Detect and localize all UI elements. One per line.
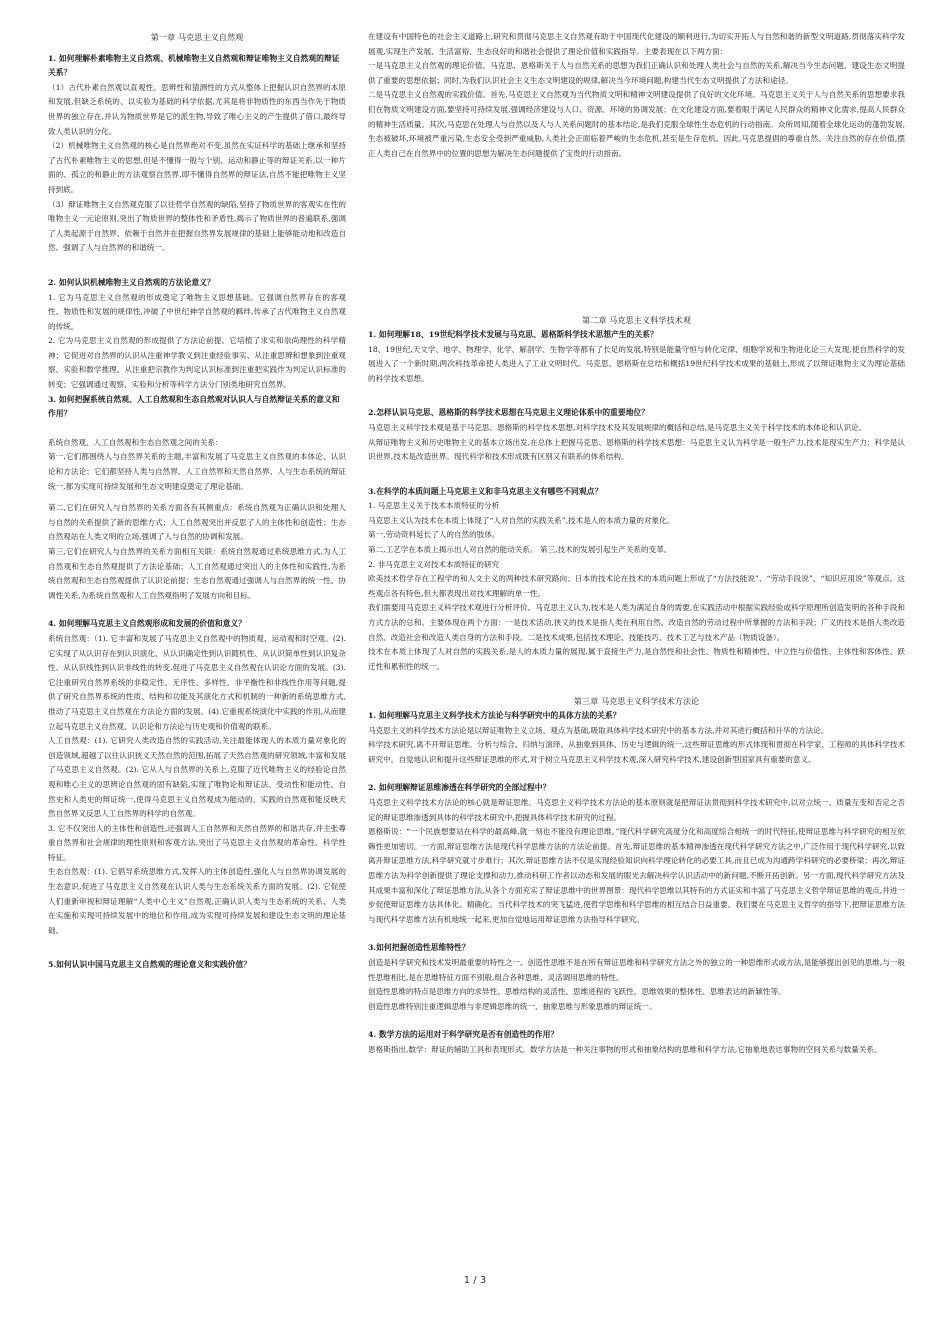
paragraph: 人工自然观：(1). 它研究人类改造自然的实践活动,关注最能体现人的本质力量对象化的创造领域,超越了以往认识狭义天然自然的范围,拓展了天然自然观的研究领域,丰富和发展了马克思主义自然观。(2). 它从人与自然界的关系上,克服了近代唯物主义的经验论自然观和唯心主义的思辨论自然观的固有缺陷,实现了唯物论和辩证法、受动性和能动性、自然史和人类史的辩证统一,使得马克思主义自然观成为能动的、实践的自然观和能反映天然自然界又反思人工自然界的科学的自然观。 — [48, 736, 346, 819]
paragraph: 创造是科学研究和技术发明最重要的特性之一。创造性思维不是在所有辩证思维和科学研究方法之外的独立的一种思维形式或方法,是能够提出创见的思维,与一般性思维相比,是在思维特征方面不别般,组合各种思维、灵活调用思维的特性。 — [368, 957, 905, 982]
paragraph: 1. 马克思主义关于技术本质特征的分析 — [368, 501, 500, 511]
question-3-1: 1. 如何理解马克思主义科学技术方法论与科学研究中的具体方法的关系？ — [368, 711, 621, 720]
paragraph: （2）机械唯物主义自然观的核心是自然界绝对不变,虽然在实证科学的基础上继承和坚持了古代朴素唯物主义的思想,但是不懂得一般与个别、运动和静止等的辩证关系,以一种片面的、孤立的和静止的方法观察自然界,即不懂得自然界的辩证法,自然不能把唯物主义坚持到底。 — [48, 141, 346, 194]
paragraph: 一是马克思主义自然观的理论价值。马克思、恩格斯关于人与自然关系的思想为我们正确认识和处理人类社会与自然的关系,解决当今生态问题、建设生态文明提供了重要的思想依据；同时,为我们认识社会主义生态文明建设的规律,解决当今环境问题,构建当代生态文明提供了方法和途径。 — [368, 61, 905, 85]
paragraph: 2. 非马克思主义对技术本质特征的研究 — [368, 559, 500, 569]
paragraph: 系统自然观、人工自然观和生态自然观之间的关系： — [48, 437, 223, 447]
left-column — [48, 30, 346, 1268]
paragraph: 1. 它为马克思主义自然观的形成奠定了唯物主义思想基础。它强调自然界存在的客观性、物质性和发展的规律性,冲破了中世纪神学自然观的羁绊,传承了古代唯物主义自然观的传统。 — [48, 292, 346, 331]
paragraph: 第二,工艺学在本质上揭示出人对自然的能动关系。 第三,技术的发展引起生产关系的变革。 — [368, 545, 672, 555]
paragraph: 马克思主义科学技术方法论的核心就是辩证思维。马克思主义科学技术方法论的基本原则就是把辩证法贯彻到科学技术研究中,以对立统一、质量互变和否定之否定的辩证思维渗透到具体的科学技术研究中,把握具体科学技术研究的过程。 — [368, 797, 905, 822]
question-2-3: 3.在科学的本质问题上马克思主义和非马克思主义有哪些不同观点？ — [368, 486, 603, 496]
paragraph: 从辩证唯物主义和历史唯物主义的基本立场出发,在总体上把握马克思、恩格斯的科学技术思想：马克思主义认为科学是一般生产力,技术是现实生产力；科学是认识世界,技术是改造世界。现代科学和技术形成既有区别又有联系的体系结构。 — [368, 437, 905, 462]
paragraph: 创造性思维的特点是思维方向的求异性、思维结构的灵活性、思维进程的飞跃性、思维效果的整体性、思维表达的新颖性等。 — [368, 987, 786, 997]
paragraph: 系统自然观：（1). 它丰富和发展了马克思主义自然观中的物质观、运动观和时空观。(2). 它实现了从认识存在到认识演化、从认识确定性到认识随机性、从认识简单性到认识复杂性、从认识线性到认识非线性的转变,促进了马克思主义自然观在认识论方面的发展。(3). 它注重研究自然界系统的非稳定性、无序性、多样性、非平衡性和非线性作用等问题,提供了研究自然界系统的性质、结构和功能及其演化方式和机制的一种新的系统思维方式,推动了马克思主义自然观在方法论方面的发展。(4).它重视系统演化中实践的作用,从而建立起马克思主义自然观、认识论和方法论与历史观和价值观的联系。 — [48, 633, 346, 731]
page-number: 1 / 3 — [463, 1275, 487, 1286]
chapter-2-title: 第二章 马克思主义科学技术观 — [581, 315, 692, 326]
chapter-3-title: 第三章 马克思主义科学技术方法论 — [573, 696, 700, 707]
paragraph: 第一,它们都围绕人与自然界关系的主题,丰富和发展了马克思主义自然观的本体论、认识论和方法论；它们都坚持人类与自然界、人工自然界和天然自然界、人与生态系统的辩证统一,都为实现可持续发展和生态文明建设奠定了理论基础。 — [48, 452, 346, 491]
paragraph: 科学技术研究,离不开辩证思维。分析与综合、归纳与演绎、从抽象到具体、历史与逻辑的统一,这些辩证思维的形式体现和贯彻在科学家、工程师的具体科学技术研究中。自觉地认识和提升这些辩证思维的形式,对于树立马克思主义科学技术观,深入研究科学技术,建设创新型国家具有重要的意义。 — [368, 740, 905, 764]
paragraph: 第三,它们在研究人与自然界的关系方面相互关联：系统自然观通过系统思维方式,为人工自然观和生态自然观提供了方法论基础；人工自然观通过突出人的主体性和实践性,为系统自然观和生态自然观提供了认识论前提；生态自然观通过强调人与自然界的统一性、协调性关系,为系统自然观和人工自然观指明了发展方向和目标。 — [48, 547, 346, 600]
right-column — [368, 30, 905, 1268]
paragraph: 第二,它们在研究人与自然界的关系方面各有其侧重点：系统自然观为正确认识和处理人与自然的关系提供了新的思维方式；人工自然观突出并反思了人的主体性和创造性；生态自然观站在人类文明的立场,强调了人与自然的协调和发展。 — [48, 503, 346, 542]
paragraph: 恩格斯指出,数学：辩证的辅助工具和表现形式。数学方法是一种关注事物的形式和抽象结构的思维和科学方法,它抽象地表达事物的空间关系与数量关系。 — [368, 1044, 882, 1054]
question-2-2: 2.怎样认识马克思、恩格斯的科学技术思想在马克思主义理论体系中的重要地位？ — [368, 408, 650, 418]
question-1-5: 5.如何认识中国马克思主义自然观的理论意义和实践价值？ — [48, 960, 252, 970]
paragraph: 生态自然观：(1). 它倡导系统思维方式,发挥人的主体创造性,强化人与自然界协调发展的生态意识,促进了马克思主义自然观在认识人类与生态系统关系方面的发展。(2). 它促使人们重新审视和辩证理解“人类中心主义”自然观,正确认识人类与生态系统的关系、人类在实施和实现可持续发展中的地位和作用,成为实现可持续发展和建设生态文明的理论基础。 — [48, 867, 346, 935]
paragraph: 二是马克思主义自然观的实践价值。首先,马克思主义自然观为当代物质文明和精神文明建设提供了良好的文化环境。马克思主义关于人与自然关系的思想要求我们在物质文明建设方面,要坚持可持续发展,强调经济建设与人口、资源、环境的协调发展；在文化建设方面,要着眼于满足人民群众的精神文化需求,提高人民群众的精神生活质量。其次,马克思在处理人与自然以及人与人关系问题时的基本结论,是我们克服全球性生态危机的行动指南。众所周知,随着全球化运动的蓬勃发展,生态被破坏,环境被严重污染,生态安全受到严重威胁,人类社会正面临着严峻的生态危机,甚至是生存危机。因此,马克思提倡的尊重自然、关注自然的存在价值,摆正人类自己在自然界中的位置的思想为解决生态问题提供了宝贵的行动指南。 — [368, 90, 905, 158]
question-3-3: 3.如何把握创造性思维特性？ — [368, 943, 470, 953]
paragraph: 马克思主义认为技术在本质上体现了“人对自然的实践关系”,技术是人的本质力量的对象化。 — [368, 515, 675, 525]
paragraph: 在建设有中国特色的社会主义道路上,研究和贯彻马克思主义自然观有助于中国现代化建设的顺利进行,为切实开拓人与自然和谐的新型文明道路,贯彻落实科学发展观,实现生产发展、生活富裕、生态良好的和谐社会提供了理论价值和实践指导。主要表现在以下两方面： — [368, 32, 905, 56]
question-1-2: 2. 如何认识机械唯物主义自然观的方法论意义？ — [48, 277, 215, 287]
paragraph: 第一,劳动资料延长了人的自然的肢体。 — [368, 530, 500, 540]
paragraph: 恩格斯说：“一个民族想要站在科学的最高峰,就一刻也不能没有理论思维。”现代科学研究高度分化和高度综合相统一的时代特征,使辩证思维与科学研究的相互依赖性更加密切。一方面,辩证思维方法是现代科学思维方法的方法论前提。首先,辩证思维的基本精神渗透在现代科学研究方法之中,广泛作用于现代科学研究,以致离开辩证思维方法,科学研究就寸步难行；其次,辩证思维方法不仅是实现经验知识向科学理论转化的必要工具,而且已成为沟通跨学科研究的必要桥梁；再次,辩证思维方法为科学创新提供了理论支撑和动力,推动科研工作者以动态和发展的眼光去解决科学认识活动中的新问题,不断开拓创新。另一方面,现代科学研究方法及其成果丰富和深化了辩证思维方法,从各个方面充实了辩证思维中的世界图景：现代科学思维以其特有的方式证实和丰富了马克思主义哲学辩证思维的观点,并进一步促使辩证思维方法具体化、精确化。当代科学技术的突飞猛进,使哲学思维和科学思维的相互结合日益重要。我们要在马克思主义哲学的指导下,把辩证思维方法与现代科学思维方法有机地统一起来,更加自觉地运用辩证思维方法指导科学研究。 — [368, 827, 905, 924]
question-3-2: 2. 如何理解辩证思维渗透在科学研究的全部过程中？ — [368, 783, 551, 793]
paragraph: 技术在本质上体现了人对自然的实践关系,是人的本质力量的展现,属于直接生产力,是自然性和社会性、物质性和精神性、中立性与价值性、主体性和客体性、跃迁性和累积性的统一。 — [368, 647, 905, 671]
question-1-1: 1. 如何理解朴素唯物主义自然观、机械唯物主义自然观和辩证唯物主义自然观的辩证关系？ — [48, 53, 340, 78]
paragraph: （3）辩证唯物主义自然观克服了以往哲学自然观的缺陷,坚持了物质世界的客观实在性的唯物主义一元论原则,突出了物质世界的整体性和矛盾性,揭示了物质世界的普遍联系,强调了人类起源于自然界、依赖于自然并在把握自然界发展规律的基础上能够能动地和改造自然。强调了人与自然界的和谐统一。 — [48, 199, 346, 253]
paragraph: 欧美技术哲学存在工程学的和人文主义的两种技术研究路向；日本的技术论在技术的本质问题上形成了“方法技能说”、“劳动手段说”、“知识应用说”等观点。这些观点各有特色,但大都表现出对技术理解的单一性。 — [368, 574, 905, 598]
paragraph: 18、19世纪,天文学、地学、物理学、化学、解剖学、生物学等都有了长足的发展,特别是能量守恒与转化定律、细胞学说和生物进化论三大发现,使自然科学的发展进入了一个新时期,两次科技革命使人类进入了工业文明时代。马克思、恩格斯在总结和概括19世纪科学技术成果的基础上,形成了以辩证唯物主义为理论基础的科学技术思想。 — [368, 344, 905, 383]
paragraph: 3. 它不仅突出人的主体性和创造性,还强调人工自然界和天然自然界的和谐共存,并主张尊重自然界和社会规律的理性原则和客观方法,突出了马克思主义自然观的革命性、科学性特征。 — [48, 823, 346, 862]
paragraph: （1）古代朴素自然观以直观性、思辨性和猜测性的方式从整体上把握认识自然界的本原和发展,但缺乏系统的、以实验为基础的科学依据,尤其是将非物质性的东西当作先于物质世界的独立存在,并认为物质世界是它的派生物,导致了唯心主义的产生提供了借口,最终导致人类认识的分化。 — [48, 82, 346, 136]
question-1-4: 4. 如何理解马克思主义自然观形成和发展的价值和意义？ — [48, 619, 246, 629]
question-3-4: 4. 数学方法的运用对于科学研究是否有创造性的作用？ — [368, 1030, 559, 1040]
chapter-1-title: 第一章 马克思主义自然观 — [150, 32, 244, 42]
paragraph: 我们需要用马克思主义科学技术观进行分析评价。马克思主义认为,技术是人类为满足自身的需要,在实践活动中根据实践经验或科学原理所创造发明的各种手段和方式方法的总和。主要体现在两个方面：一是技术活动,狭义的技术是指人类在利用自然、改造自然的劳动过程中所掌握的方法和手段；广义的技术是指人类改造自然、改造社会和改造人类自身的方法和手段。二是技术成果,包括技术理论、技能技巧、技术工艺与技术产品（物质设备）。 — [368, 603, 905, 642]
question-2-1: 1. 如何理解18、19世纪科学技术发展与马克思、恩格斯科学技术思想产生的关系？ — [368, 329, 658, 339]
paragraph: 创造性思维特别注重逻辑思维与非逻辑思维的统一、抽象思维与形象思维的辩证统一。 — [368, 1001, 657, 1011]
question-1-3: 3. 如何把握系统自然观、人工自然观和生态自然观对认识人与自然辩证关系的意义和作用？ — [48, 394, 340, 419]
paragraph: 2. 它为马克思主义自然观的形成提供了方法论前提。它培植了求实和崇尚理性的科学精神；它促进对自然界的认识从注重神学教义到注重经验事实、从注重思辨和想象到注重观察、实验和数学推理、从注重把宗教作为判定认识标准到注重把实践作为判定认识标准的转变；它强调通过观察、实验和分析等科学方法分门别类地研究自然界。 — [48, 336, 346, 390]
paragraph: 马克思主义的科学技术方法论是以辩证唯物主义立场、观点为基础,吸取具体科学技术研究中的基本方法,并对其进行概括和升华的方法论。 — [368, 725, 829, 735]
paragraph: 马克思主义科学技术观是基于马克思、恩格斯的科学技术思想,对科学技术及其发展规律的概括和总结,是马克思主义关于科学技术的本体论和认识论。 — [368, 422, 867, 432]
